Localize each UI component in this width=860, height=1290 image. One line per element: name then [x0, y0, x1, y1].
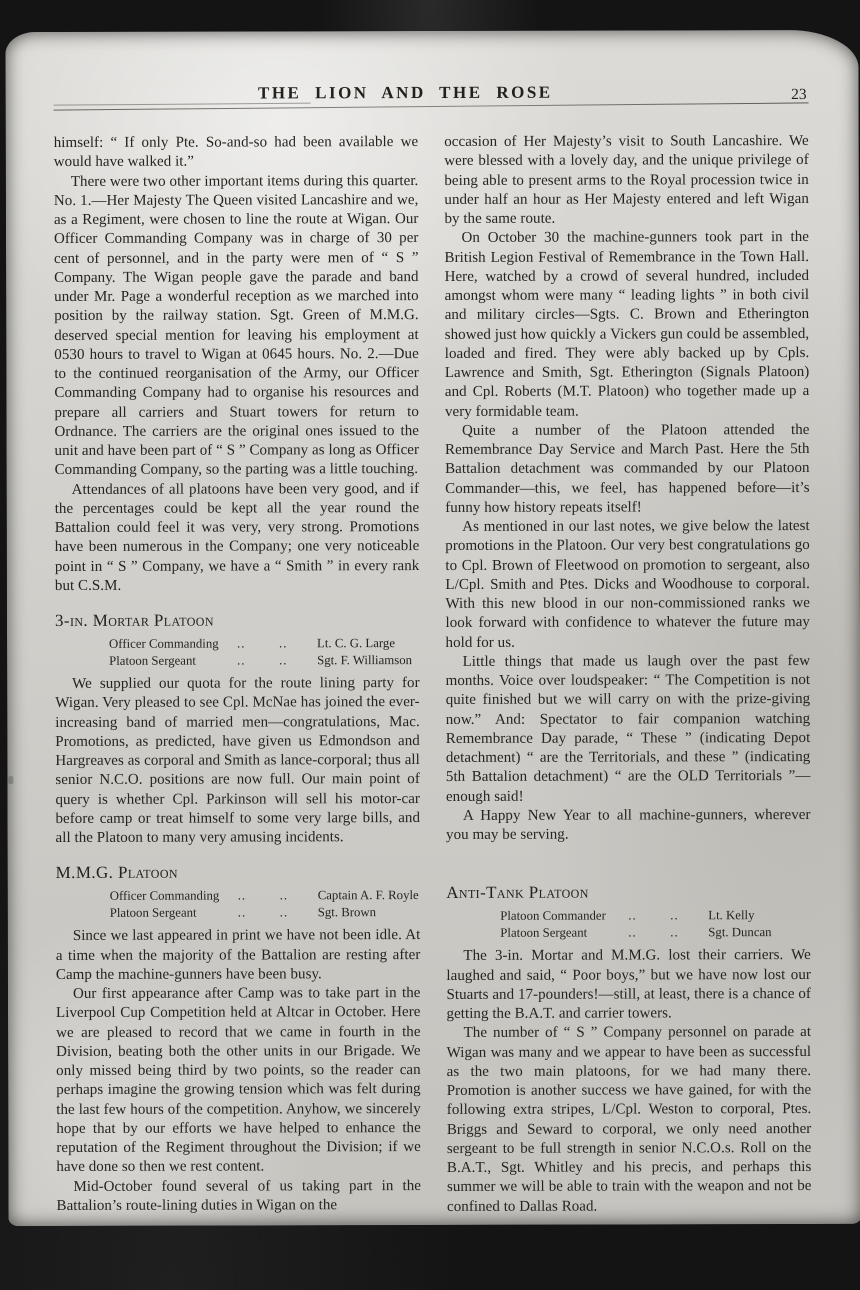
officer-name: Sgt. F. Williamson [317, 652, 413, 667]
officer-name: Sgt. Duncan [708, 924, 772, 940]
section-heading-mmg-platoon: M.M.G. Platoon [55, 862, 179, 883]
officer-row [56, 904, 421, 921]
officer-role: Officer Commanding [109, 636, 219, 651]
paragraph: occasion of Her Majesty’s visit to South Lancashire. We were blessed with a lovely day, and the unique privilege of being able to present arms to the Royal procession twice in under half an hour as Her Majesty entered and left Wigan by the same route. [444, 133, 809, 227]
paragraph: Our first appearance after Camp was to take part in the Liverpool Cup Competition held at Altcar in October. Here we are pleased to record that we came in fourth in the Division, beating both the other units in our Brigade. We only missed being third by two points, so the reader can perhaps imagine the growing tension which was felt during the last few hours of the competition. Anyhow, we sincerely hope that by our efforts we have helped to enhance the reputation of the Regiment throughout the Division; if we have done so then we rest content. [55, 985, 421, 1176]
dot-leader: .. .. [237, 888, 289, 903]
officer-name: Captain A. F. Royle [317, 888, 419, 903]
section-heading-mortar-platoon: 3-in. Mortar Platoon [54, 610, 214, 630]
margin-mark [8, 776, 13, 784]
dot-leader: .. .. [628, 908, 679, 923]
left-column [54, 133, 421, 1218]
paragraph: As mentioned in our last notes, we give below the latest promotions in the Platoon. Our very best congratulations go to Cpl. Brown of Fleetwood on promotion to sergeant, also L/Cpl. Smith and Ptes. Dicks and Woodhouse to corporal. With this new blood in our non-commissioned ranks we look forward with confidence to whatever the future may hold for us. [445, 518, 811, 651]
officer-list [55, 635, 420, 669]
dot-leader: .. .. [237, 636, 288, 651]
dot-leader: .. .. [237, 905, 289, 920]
paragraph: We supplied our quota for the route lining party for Wigan. Very pleased to see Cpl. McNae has joined the ever-increasing band of married men—congratulations, Mac. Promotions, as predicted, have given us Edmondson and Hargreaves as corporal and Smith as lance-corporal; thus all senior N.C.O. positions are now full. Our main point of query is whether Cpl. Parkinson will sell his motor-car before camp or treat himself to some very large bills, and all the Platoon to many very amusing incidents. [55, 675, 421, 846]
paragraph: There were two other important items during this quarter. No. 1.—Her Majesty The Queen visited Lancashire and we, as a Regiment, were chosen to line the route at Wigan. Our Officer Commanding Company was in charge of 30 per cent of personnel, and in the party were men of “ S ” Company. The Wigan people gave the parade and band under Mr. Page a wonderful reception as we marched into position by the railway station. Sgt. Green of M.M.G. deserved special mention for leaving his employment at 0530 hours to travel to Wigan at 0645 hours. No. 2.—Due to the continued reorganisation of the Army, our Officer Commanding Company had to organise his resources and prepare all carriers and Stuart towers for return to Ordnance. The carriers are the original ones issued to the unit and have been part of “ S ” Company as long as Officer Commanding Company, so the parting was a little touching. [53, 172, 420, 479]
officer-row [446, 924, 811, 941]
paragraph: On October 30 the machine-gunners took part in the British Legion Festival of Remembrance in the Town Hall. Here, watched by a crowd of several hundred, included amongst whom were many “ leading lights ” in both civil and military circles—Sgts. C. Brown and Etherington showed just how quickly a Vickers gun could be assembled, loaded and fired. They were ably backed up by Cpls. Lawrence and Smith, Sgt. Etherington (Signals Platoon) and Cpl. Roberts (M.T. Platoon) who together made up a very formidable team. [444, 229, 810, 420]
paragraph: Quite a number of the Platoon attended the Remembrance Day Service and March Past. Here the 5th Battalion detachment was commanded by our Platoon Commander—this, we feel, has happened before—it’s funny how history repeats itself! [445, 421, 810, 516]
page-title: THE LION AND THE ROSE [257, 82, 553, 103]
section-heading-anti-tank-platoon: Anti-Tank Platoon [446, 882, 589, 903]
officer-name: Sgt. Brown [317, 904, 377, 920]
two-column-layout [54, 132, 812, 1218]
page-header [54, 82, 809, 120]
paragraph: A Happy New Year to all machine-gunners, wherever you may be serving. [446, 806, 811, 843]
officer-role: Platoon Sergeant [109, 653, 196, 668]
page-number: 23 [791, 86, 807, 104]
dot-leader: .. .. [237, 652, 288, 668]
paragraph: The number of “ S ” Company personnel on parade at Wigan was many and we appear to have been as successful as the two main platoons, for we had many there. Promotion is another success we have gained, for with the following extra stripes, L/Cpl. Weston to corporal, Ptes. Briggs and Seward to corporal, we only need another sergeant to be full strength in senior N.C.O.s. Roll on the B.A.T., Sgt. Whitley and his precis, and perhaps this summer we will be able to train with the weapon and not be confined to Dallas Road. [446, 1024, 812, 1215]
paragraph: The 3-in. Mortar and M.M.G. lost their carriers. We laughed and said, “ Poor boys,” but we have now lost our Stuarts and 17-pounders!—still, at least, there is a chance of getting the B.A.T. and carrier towers. [446, 947, 811, 1022]
paragraph: Mid-October found several of us taking part in the Battalion’s route-lining duties in Wigan on the [56, 1177, 421, 1214]
officer-list [446, 907, 811, 941]
magazine-page [5, 30, 860, 1226]
paragraph: Little things that made us laugh over the past few months. Voice over loudspeaker: “ The Competition is not quite finished but we will carry on with the prize-giving now.” And: Spectator to fair companion watching Remembrance Day parade, “ These ” (indicating Depot detachment) “ are the Territorials, and these ” (indicating 5th Battalion detachment) “ are the OLD Territorials ”—enough said! [445, 652, 811, 805]
officer-row [446, 907, 811, 924]
page-content [54, 82, 812, 1218]
officer-role: Platoon Sergeant [500, 925, 588, 940]
officer-name: Lt. Kelly [708, 908, 755, 923]
officer-role: Platoon Commander [500, 908, 606, 924]
officer-name: Lt. C. G. Large [317, 636, 396, 651]
right-column [444, 132, 811, 1217]
paragraph: Attendances of all platoons have been very good, and if the percentages could be kept all the year round the Battalion could feel it was very, very strong. Promotions have been numerous in the Company; one very noticeable point in “ S ” Company, we have a “ Smith ” in every rank but C.S.M. [54, 480, 420, 594]
paragraph: himself: “ If only Pte. So-and-so had been available we would have walked it.” [53, 134, 419, 171]
officer-row [55, 652, 420, 669]
dot-leader: .. .. [628, 925, 679, 940]
officer-role: Officer Commanding [109, 888, 220, 904]
officer-role: Platoon Sergeant [109, 905, 197, 920]
officer-row [55, 635, 420, 652]
officer-row [56, 887, 421, 904]
officer-list [56, 887, 421, 921]
paragraph: Since we last appeared in print we have not been idle. At a time when the majority of the Battalion are resting after Camp the machine-gunners have been busy. [55, 927, 421, 983]
